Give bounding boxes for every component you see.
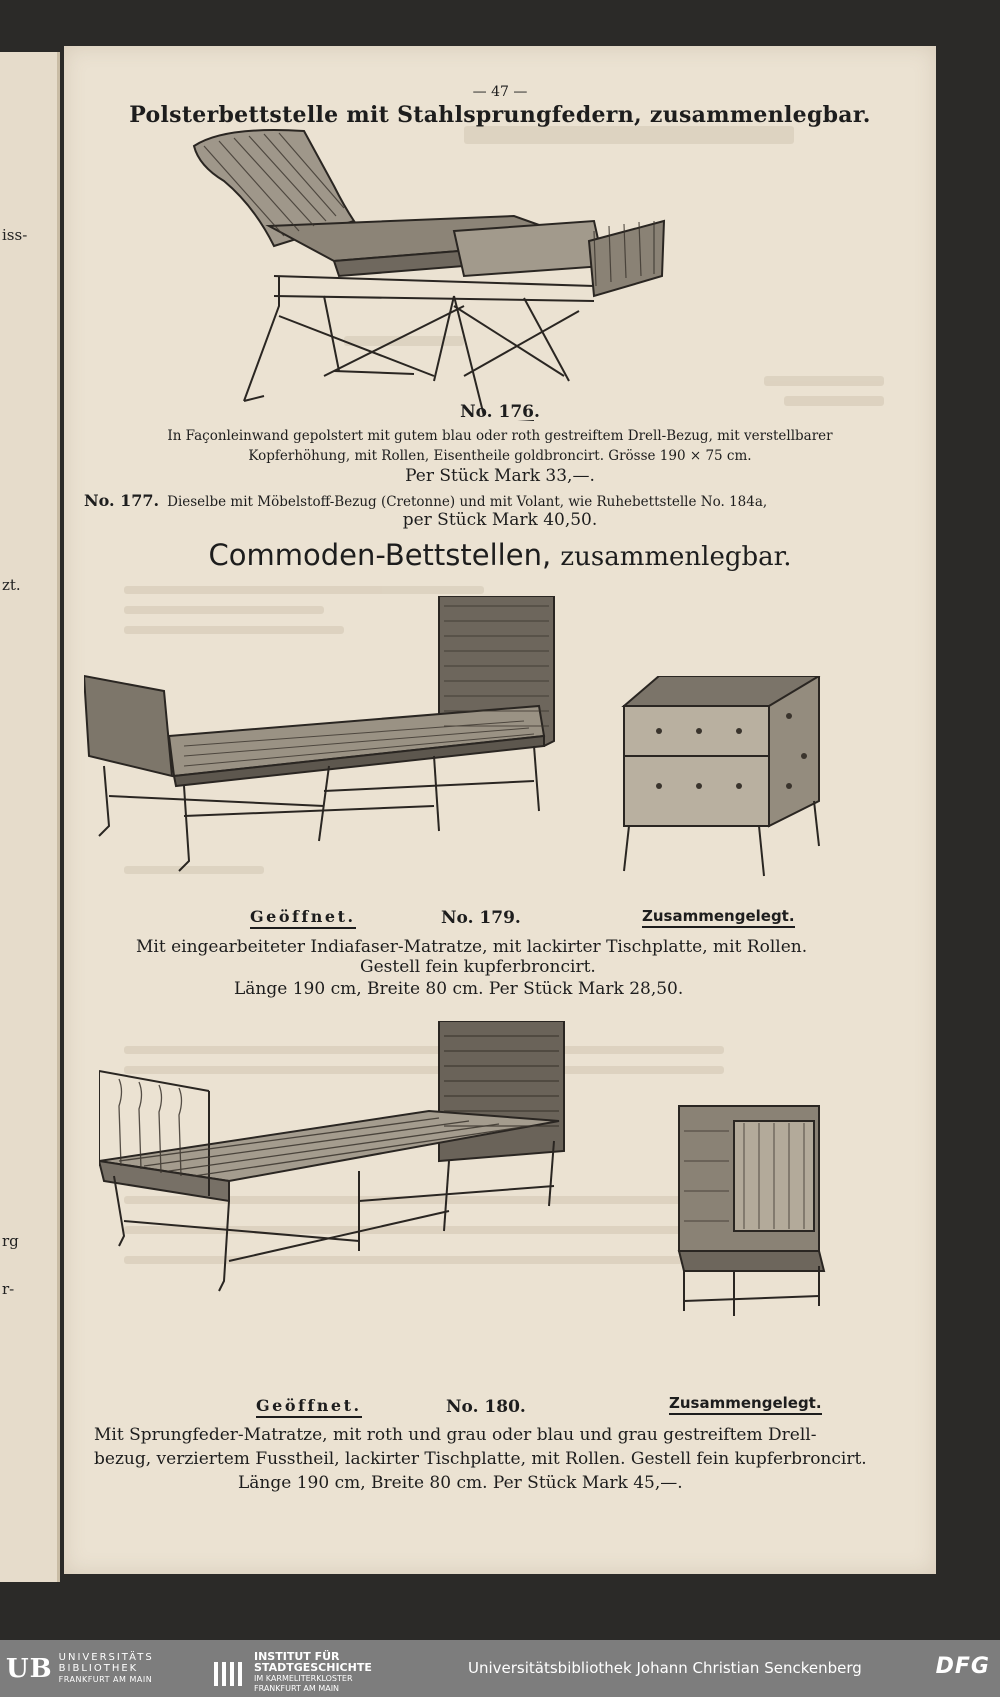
- illustration-bed-176: [184, 126, 684, 421]
- item-180-price: Länge 190 cm, Breite 80 cm. Per Stück Mark 45,—.: [238, 1473, 683, 1493]
- ub-text: [59, 1652, 154, 1685]
- inst-line1: INSTITUT FÜR: [254, 1650, 340, 1663]
- item-177-text: Dieselbe mit Möbelstoff-Bezug (Cretonne) und mit Volant, wie Ruhebettstelle No. 184a,: [167, 494, 768, 510]
- item-number-176: No. 176.: [460, 402, 540, 422]
- illustration-bed-180-closed: [674, 1101, 844, 1321]
- item-176-price: Per Stück Mark 33,—.: [405, 466, 595, 486]
- institute-logo[interactable]: [212, 1652, 372, 1694]
- left-page-fragment: iss-: [2, 226, 28, 244]
- item-179-price: Länge 190 cm, Breite 80 cm. Per Stück Mark 28,50.: [234, 979, 684, 999]
- inst-line2: STADTGESCHICHTE: [254, 1661, 372, 1674]
- page-number: — 47 —: [472, 84, 528, 100]
- left-page-fragment: r-: [2, 1280, 15, 1298]
- item-180-description-line1: Mit Sprungfeder-Matratze, mit roth und grau oder blau und grau gestreiftem Drell-: [94, 1425, 817, 1445]
- catalog-page: [64, 46, 936, 1574]
- inst-line3: IM KARMELITERKLOSTER: [254, 1674, 353, 1683]
- item-177-description: [84, 491, 936, 510]
- item-177-price: per Stück Mark 40,50.: [402, 510, 598, 530]
- item-number-180: No. 180.: [446, 1397, 526, 1417]
- institute-text: [254, 1652, 372, 1694]
- item-176-description-line2: Kopferhöhung, mit Rollen, Eisentheile goldbroncirt. Grösse 190 × 75 cm.: [248, 448, 752, 464]
- ub-line1: UNIVERSITÄTS: [58, 1652, 154, 1663]
- item-179-open-label: Geöffnet.: [250, 907, 356, 929]
- item-180-open-label: Geöffnet.: [256, 1396, 362, 1418]
- ub-logo[interactable]: [6, 1652, 154, 1685]
- item-number-179: No. 179.: [441, 908, 521, 928]
- ub-mark: UB: [6, 1653, 53, 1684]
- item-179-closed-label: Zusammengelegt.: [642, 907, 795, 928]
- item-179-description-line1: Mit eingearbeiteter Indiafaser-Matratze, mit lackirter Tischplatte, mit Rollen.: [136, 937, 808, 957]
- library-name-link[interactable]: Universitätsbibliothek Johann Christian Senckenberg: [468, 1659, 862, 1677]
- footer-bar: [0, 1640, 1000, 1697]
- heading-commoden-bettstellen: [64, 538, 936, 572]
- heading2-part2: zusammenlegbar.: [560, 542, 792, 572]
- heading2-part1: Commoden-Bettstellen,: [208, 538, 552, 572]
- institute-columns-icon: [212, 1658, 246, 1688]
- ub-line3: FRANKFURT AM MAIN: [58, 1675, 153, 1684]
- illustration-bed-179-open: [84, 596, 564, 886]
- dfg-logo[interactable]: DFG: [935, 1654, 990, 1679]
- item-180-description-line2: bezug, verziertem Fusstheil, lackirter Tischplatte, mit Rollen. Gestell fein kupferbroncirt.: [94, 1449, 867, 1469]
- item-179-description-line2: Gestell fein kupferbroncirt.: [360, 957, 596, 977]
- illustration-bed-180-open: [99, 1021, 579, 1311]
- illustration-bed-179-closed: [619, 676, 839, 896]
- item-176-description-line1: In Façonleinwand gepolstert mit gutem blau oder roth gestreiftem Drell-Bezug, mit verstellbarer: [167, 428, 833, 444]
- left-page-fragment: rg: [2, 1232, 19, 1250]
- left-page-fragment: zt.: [2, 576, 21, 594]
- ub-line2: BIBLIOTHEK: [58, 1663, 139, 1674]
- heading-polsterbettstelle: Polsterbettstelle mit Stahlsprungfedern, zusammenlegbar.: [129, 102, 871, 128]
- item-180-closed-label: Zusammengelegt.: [669, 1394, 822, 1415]
- inst-line4: FRANKFURT AM MAIN: [254, 1684, 340, 1693]
- left-facing-page: [0, 52, 60, 1582]
- item-number-177: No. 177.: [84, 491, 160, 510]
